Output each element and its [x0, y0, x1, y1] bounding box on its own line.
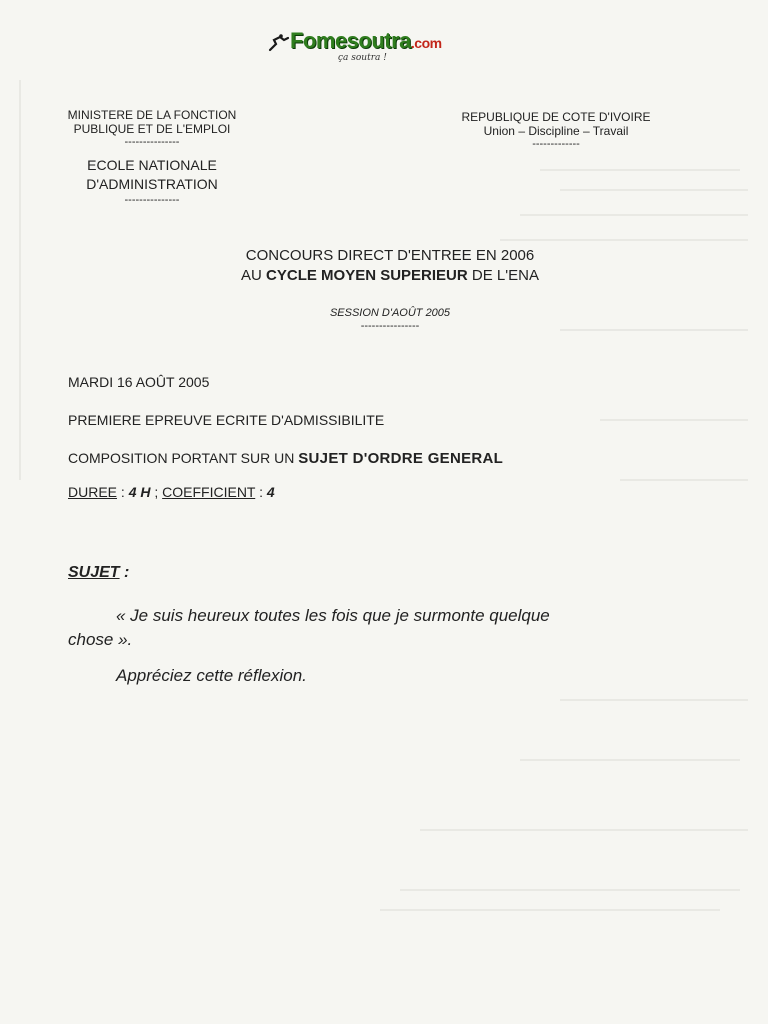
- country-name: REPUBLIQUE DE COTE D'IVOIRE: [461, 110, 651, 124]
- ministry-divider: ---------------: [124, 136, 180, 148]
- composition-prefix: COMPOSITION PORTANT SUR UN: [68, 450, 299, 466]
- school-divider: ---------------: [124, 194, 180, 206]
- duree-label: DUREE: [68, 484, 118, 500]
- session-block: [220, 306, 560, 332]
- exam-composition: [68, 448, 503, 468]
- title-line-2-suffix: DE L'ENA: [467, 267, 539, 284]
- exam-duration-coefficient: [68, 482, 275, 502]
- duree-value: 4 H: [128, 484, 151, 500]
- school-name-line-1: ECOLE NATIONALE: [87, 157, 217, 173]
- title-cycle: CYCLE MOYEN SUPERIEUR: [266, 267, 468, 284]
- title-line-1: CONCOURS DIRECT D'ENTREE EN 2006: [245, 247, 535, 264]
- coefficient-separator: :: [255, 484, 267, 500]
- duree-separator: :: [117, 484, 129, 500]
- logo-domain: .com: [410, 35, 442, 51]
- sujet-heading: [68, 564, 129, 582]
- sujet-label: SUJET: [68, 564, 120, 581]
- national-motto: Union – Discipline – Travail: [483, 124, 629, 138]
- logo-wordmark: [290, 28, 442, 54]
- logo-slogan: ça soutra !: [338, 53, 387, 63]
- republic-divider: -------------: [532, 138, 580, 150]
- ministry-header: [52, 108, 252, 206]
- sujet-instruction: Appréciez cette réflexion.: [116, 666, 307, 685]
- quote-line-1: « Je suis heureux toutes les fois que je surmonte quelque: [116, 606, 550, 625]
- republic-header: [456, 110, 656, 150]
- runner-icon: [268, 34, 290, 52]
- coefficient-value: 4: [266, 484, 275, 500]
- duree-end: ;: [150, 484, 163, 500]
- title-line-2-prefix: AU: [241, 267, 267, 284]
- title-line-2: [150, 266, 630, 286]
- sujet-colon: :: [119, 564, 130, 581]
- ministry-line-1: MINISTERE DE LA FONCTION: [67, 108, 237, 122]
- session-label: SESSION D'AOÛT 2005: [329, 307, 451, 319]
- fomesoutra-logo: [268, 28, 468, 68]
- sujet-quote: [68, 604, 668, 652]
- coefficient-label: COEFFICIENT: [162, 484, 256, 500]
- session-divider: ----------------: [360, 320, 420, 332]
- exam-title: [150, 246, 630, 286]
- school-name-line-2: D'ADMINISTRATION: [86, 176, 218, 192]
- logo-name: Fomesoutra: [290, 28, 411, 53]
- exam-date: MARDI 16 AOÛT 2005: [68, 374, 210, 390]
- ministry-line-2: PUBLIQUE ET DE L'EMPLOI: [73, 122, 231, 136]
- exam-epreuve: PREMIERE EPREUVE ECRITE D'ADMISSIBILITE: [68, 412, 385, 428]
- composition-subject: SUJET D'ORDRE GENERAL: [298, 450, 504, 467]
- quote-line-2: chose ».: [68, 630, 133, 649]
